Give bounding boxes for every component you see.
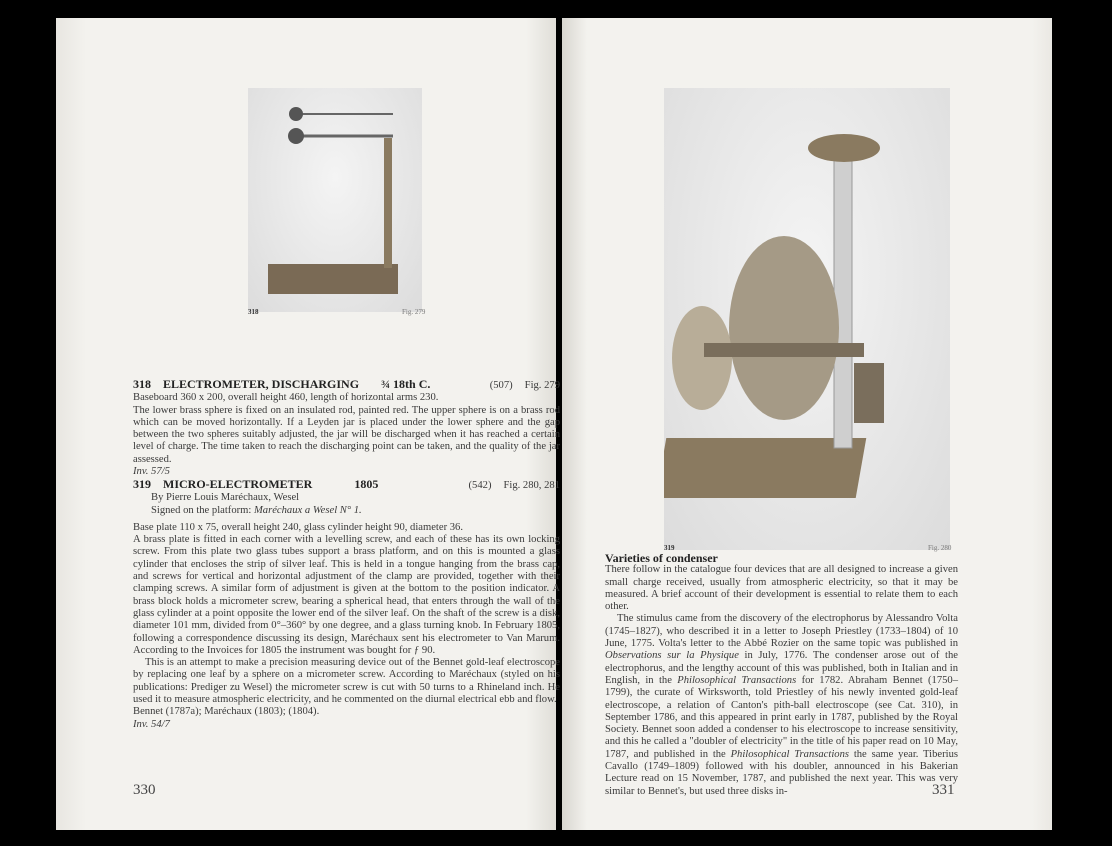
references: Bennet (1787a); Maréchaux (1803); (1804). [133,706,320,718]
section-heading: Varieties of condenser [605,551,718,565]
entry-title: ELECTROMETER, DISCHARGING [163,377,360,391]
entry-319-heading [133,478,560,492]
page-number: 330 [133,782,156,798]
entry-ref: (507) [489,380,513,391]
signature-text: Maréchaux a Wesel N° 1. [253,504,362,516]
entry-319 [133,478,560,731]
entry-fig: Fig. 279 [524,380,560,391]
dimensions: Base plate 110 x 75, overall height 240, glass cylinder height 90, diameter 36. [133,521,463,533]
page-number: 331 [932,782,955,798]
figure-number: 318 [248,308,259,316]
description: The lower brass sphere is fixed on an insulated rod, painted red. The upper sphere is on a brass rod which can be moved horizontally. If a Leyden jar is placed under the lower sphere and the gap between the two spheres suitably adjusted, the jar will be discharged when it has reached a certain level of charge. The time taken to reach the discharging point can be taken, and the quality of the jar assessed. [133,404,560,465]
commentary: This is an attempt to make a precision measuring device out of the Bennet gold-leaf electroscope by replacing one leaf by a sphere on a micrometer screw. According to Maréchaux (styled on his publications: Prediger zu Wesel) the micrometer screw is cut with 50 turns to a Rhineland inch. He used it to measure atmospheric electricity, and he commented on the diurnal electrical ebb and flow. [133,657,560,706]
text: in July, 1776. The condenser arose out of the electrophorus, and the lengthy account of this was published, both in Italian and in English, in the [605,650,958,686]
micro-electrometer-image [664,88,950,550]
maker: By Pierre Louis Maréchaux, Wesel [151,492,300,504]
italic-title: Philosophical Transactions [677,674,797,686]
section-varieties-of-condenser [605,552,958,798]
right-page [562,18,1052,830]
entry-date: 1805 [354,477,379,491]
inventory-number: Inv. 57/5 [133,466,170,478]
entry-title: MICRO-ELECTROMETER [163,477,313,491]
discharging-electrometer-image [248,88,422,312]
text: The stimulus came from the discovery of the electrophorus by Alessandro Volta (1745–1827), who described it in a letter to Joseph Priestley (1733–1804) of 10 June, 1775. Volta's letter to the Abbé Rozier on the same topic was published in [605,613,958,650]
italic-title: Observations sur la Physique [605,650,739,662]
figure-280-photo [664,88,950,550]
description: A brass plate is fitted in each corner with a levelling screw, and each of these has its own locking screw. From this plate two glass tubes support a brass platform, and on this is mounted a glass cylinder that encloses the strip of silver leaf. This is held in a tongue hanging from the brass cap, and screws for vertical and horizontal adjustment of the clamp are provided, together with their clamping screws. A similar form of adjustment is given at the bottom to the position indicator. A brass block holds a micrometer screw, bearing a spherical head, that enters through the wall of the glass cylinder at a point opposite the lower end of the silver leaf. On the shaft of the screw is a disk, diameter 101 mm, divided from 0°–360° by one degree, and a glass turning knob. In February 1805, following a correspondence discussing its design, Maréchaux sent his electrometer to Van Marum. According to the Invoices for 1805 the instrument was bought for ƒ 90. [133,534,560,656]
italic-title: Philosophical Transactions [730,748,849,760]
entry-318-heading [133,378,560,392]
left-page [56,18,560,830]
entry-date: ¾ 18th C. [381,377,431,391]
signature [133,505,560,517]
figure-279-photo [248,88,422,312]
entry-ref: (542) [468,480,492,491]
entry-number: 319 [133,477,151,491]
inventory-number: Inv. 54/7 [133,718,170,730]
figure-label: Fig. 279 [402,308,426,316]
entry-fig: Fig. 280, 281 [503,480,560,491]
entry-318 [133,378,560,478]
paragraph: There follow in the catalogue four devices that are all designed to increase a given small charge received, usually from atmospheric electricity, so that it may be measured. A brief account of their development is essential to relate them to each other. [605,564,958,613]
entry-number: 318 [133,377,151,391]
figure-label: Fig. 280 [928,544,952,552]
text: for 1782. Abraham Bennet (1750–1799), the curate of Wirksworth, told Priestley of his newly invented gold-leaf electroscope, a relation of Canton's pith-ball electroscope (see Cat. 310), in September 1786, and this appeared in print early in 1787, published by the Royal Society. Bennet soon added a condenser to his electroscope to increase sensitivity, and this he called a "doubler of electricity" in the title of his paper read on 10 May, 1787, and published in the [605,674,959,760]
paragraph [605,613,958,797]
signature-label: Signed on the platform: [151,504,254,516]
dimensions: Baseboard 360 x 200, overall height 460, length of horizontal arms 230. [133,392,439,404]
figure-number: 319 [664,544,675,552]
text: the same year. Tiberius Cavallo (1749–1809) followed with his doubler, announced in his Bakerian Lecture read on 15 November, 1787, and published the next year. This was very similar to Bennet's, but used three disks in- [605,748,958,797]
